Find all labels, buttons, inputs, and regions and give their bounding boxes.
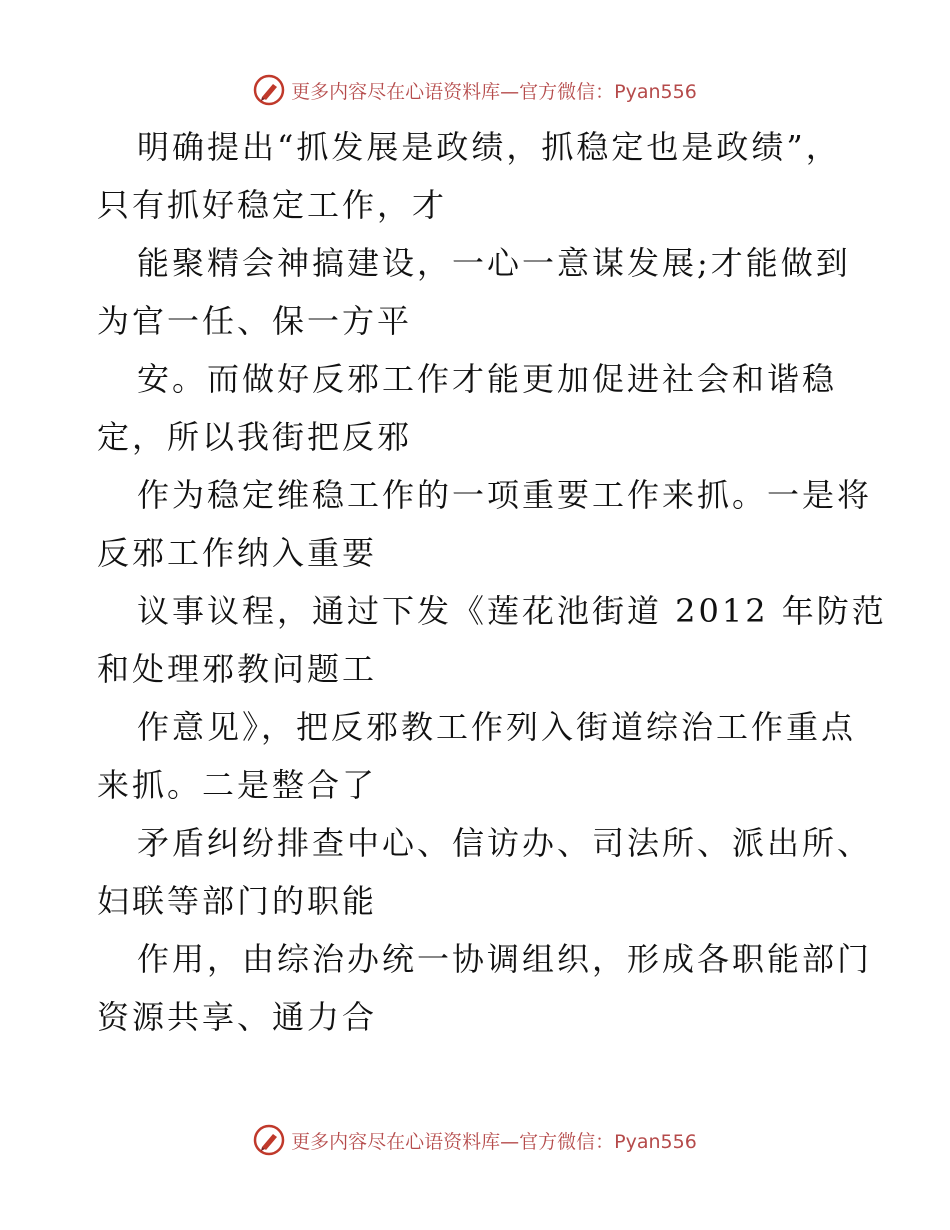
text-line: 反邪工作纳入重要 xyxy=(97,534,378,572)
text-line: 定，所以我街把反邪 xyxy=(97,418,413,456)
header-banner xyxy=(0,70,950,110)
pen-logo-icon xyxy=(253,74,285,106)
text-line: 安。而做好反邪工作才能更加促进社会和谐稳 xyxy=(137,360,838,398)
text-line: 作为稳定维稳工作的一项重要工作来抓。一是将 xyxy=(137,476,873,514)
footer-banner xyxy=(0,1120,950,1160)
document-body xyxy=(97,118,887,1046)
text-line: 作用，由综治办统一协调组织，形成各职能部门 xyxy=(137,940,873,978)
header-text: 更多内容尽在心语资料库—官方微信：Pyan556 xyxy=(291,80,697,103)
text-line: 资源共享、通力合 xyxy=(97,998,378,1036)
text-line: 矛盾纠纷排查中心、信访办、司法所、派出所、 xyxy=(137,824,873,862)
text-line: 为官一任、保一方平 xyxy=(97,302,413,340)
text-line: 来抓。二是整合了 xyxy=(97,766,378,804)
text-line: 作意见》，把反邪教工作列入街道综治工作重点 xyxy=(137,708,857,746)
text-line: 议事议程，通过下发《莲花池街道 2012 年防范 xyxy=(137,592,887,630)
pen-logo-icon xyxy=(253,1124,285,1156)
text-line: 只有抓好稳定工作，才 xyxy=(97,186,448,224)
text-line: 妇联等部门的职能 xyxy=(97,882,378,920)
text-line: 明确提出“抓发展是政绩，抓稳定也是政绩”， xyxy=(137,128,841,166)
footer-text: 更多内容尽在心语资料库—官方微信：Pyan556 xyxy=(291,1130,697,1153)
text-line: 能聚精会神搞建设，一心一意谋发展;才能做到 xyxy=(137,244,851,282)
text-line: 和处理邪教问题工 xyxy=(97,650,378,688)
